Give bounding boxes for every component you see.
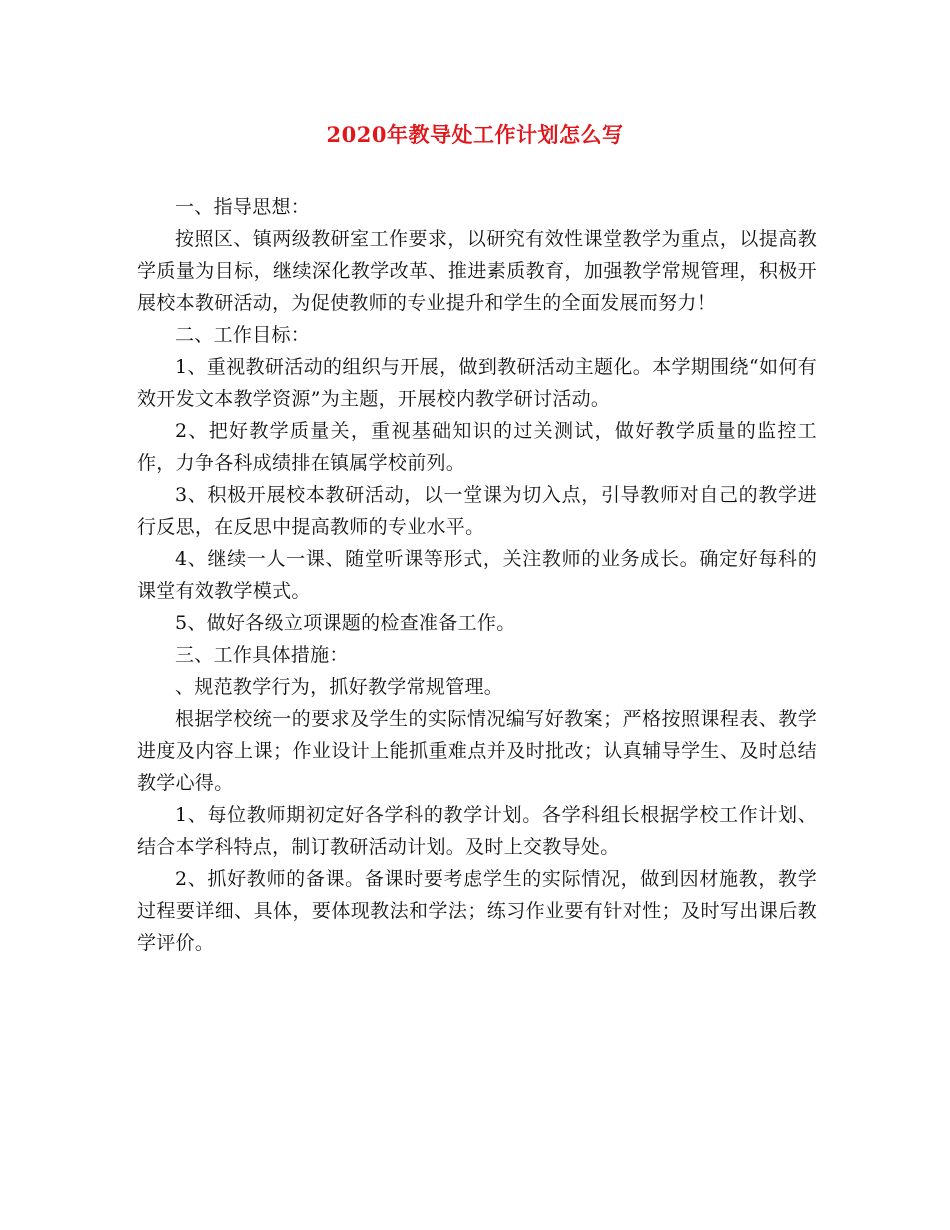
- section-heading-guiding-ideology: 一、指导思想：: [175, 196, 311, 218]
- paragraph-measures-intro: 根据学校统一的要求及学生的实际情况编写好教案；严格按照课程表、教学进度及内容上课；作业设计上能抓重难点并及时批改；认真辅导学生、及时总结教学心得。: [137, 708, 817, 794]
- paragraph-measure-1: 1、每位教师期初定好各学科的教学计划。各学科组长根据学校工作计划、结合本学科特点，制订教研活动计划。及时上交教导处。: [137, 804, 817, 858]
- section-heading-measures: 三、工作具体措施：: [175, 644, 349, 666]
- paragraph-goal-1: 1、重视教研活动的组织与开展，做到教研活动主题化。本学期围绕“如何有效开发文本教学资源”为主题，开展校内教学研讨活动。: [137, 356, 817, 410]
- paragraph-goal-4: 4、继续一人一课、随堂听课等形式，关注教师的业务成长。确定好每科的课堂有效教学模式。: [137, 548, 817, 602]
- paragraph-goal-5: 5、做好各级立项课题的检查准备工作。: [175, 612, 516, 634]
- section-heading-work-goals: 二、工作目标：: [175, 324, 311, 346]
- document-title: 2020年教导处工作计划怎么写: [326, 122, 624, 147]
- paragraph-goal-3: 3、积极开展校本教研活动，以一堂课为切入点，引导教师对自己的教学进行反思，在反思中提高教师的专业水平。: [137, 484, 817, 538]
- paragraph-measures-subheading: 、规范教学行为，抓好教学常规管理。: [175, 676, 504, 698]
- paragraph-guiding-ideology: 按照区、镇两级教研室工作要求，以研究有效性课堂教学为重点，以提高教学质量为目标，继续深化教学改革、推进素质教育，加强教学常规管理，积极开展校本教研活动，为促使教师的专业提升和学生的全面发展而努力！: [137, 228, 817, 314]
- paragraph-measure-2: 2、抓好教师的备课。备课时要考虑学生的实际情况，做到因材施教，教学过程要详细、具体，要体现教法和学法；练习作业要有针对性；及时写出课后教学评价。: [137, 868, 817, 954]
- paragraph-goal-2: 2、把好教学质量关，重视基础知识的过关测试，做好教学质量的监控工作，力争各科成绩排在镇属学校前列。: [137, 420, 817, 474]
- document-body: [137, 191, 817, 959]
